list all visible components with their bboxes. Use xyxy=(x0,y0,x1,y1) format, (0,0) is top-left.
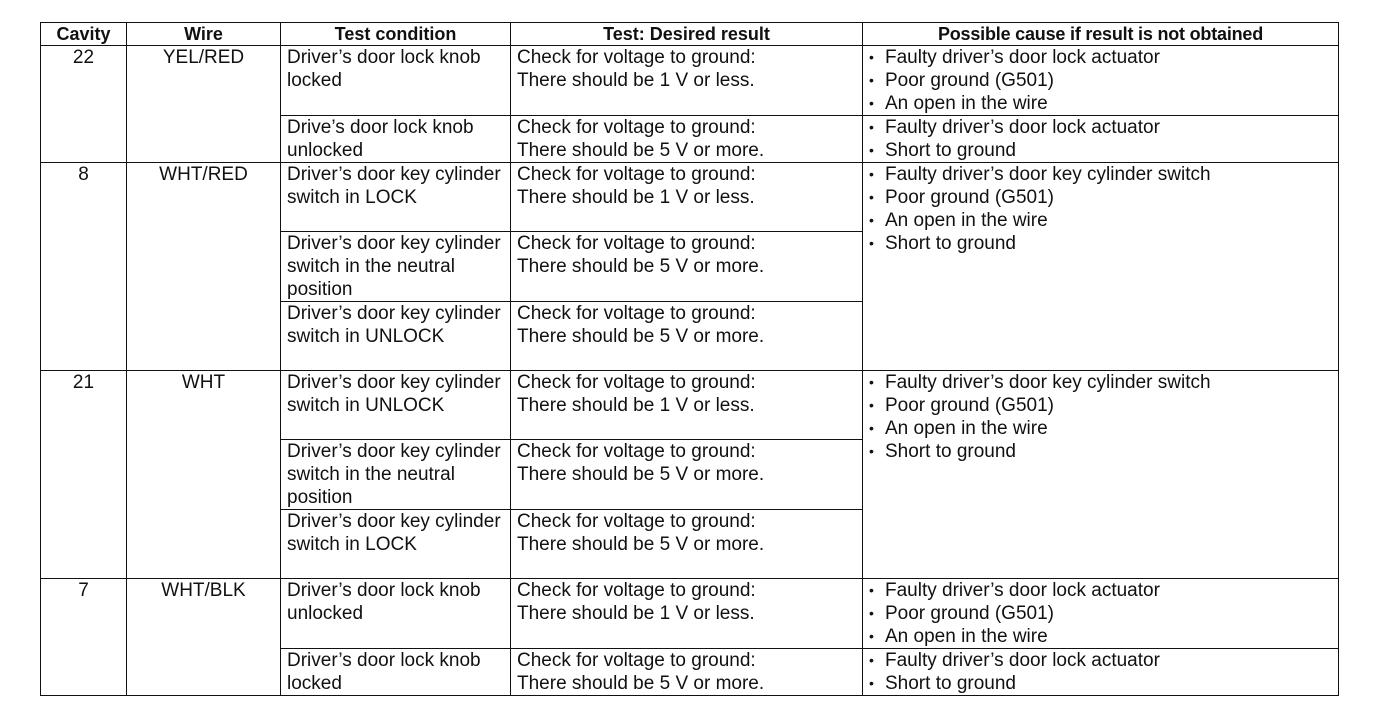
bullet-icon: • xyxy=(869,119,874,135)
result-line: There should be 5 V or more. xyxy=(517,140,765,161)
possible-cause-cell xyxy=(863,371,1339,579)
diagnostic-table-page xyxy=(40,22,1338,696)
cause-item: • Poor ground (G501) xyxy=(869,70,1054,91)
desired-result-cell xyxy=(511,232,863,302)
test-condition-cell: Drive’s door lock knob unlocked xyxy=(281,116,511,163)
cause-item: • Faulty driver’s door lock actuator xyxy=(869,47,1160,68)
bullet-icon: • xyxy=(869,675,874,691)
header-cavity: Cavity xyxy=(41,23,127,46)
wire-cell: YEL/RED xyxy=(127,46,281,163)
bullet-icon: • xyxy=(869,628,874,644)
cause-list xyxy=(869,163,1332,255)
result-line: There should be 1 V or less. xyxy=(517,395,755,416)
header-test-condition: Test condition xyxy=(281,23,511,46)
cause-list xyxy=(869,116,1332,162)
desired-result-cell xyxy=(511,302,863,371)
desired-result-cell xyxy=(511,116,863,163)
result-line: Check for voltage to ground: xyxy=(517,47,756,68)
possible-cause-cell xyxy=(863,46,1339,116)
result-line: There should be 1 V or less. xyxy=(517,603,755,624)
cause-item: • Faulty driver’s door key cylinder switch xyxy=(869,164,1211,185)
test-condition-cell: Driver’s door key cylinder switch in UNLOCK xyxy=(281,371,511,440)
bullet-icon: • xyxy=(869,420,874,436)
result-line: Check for voltage to ground: xyxy=(517,164,756,185)
cause-list xyxy=(869,649,1332,695)
cause-item: • Poor ground (G501) xyxy=(869,603,1054,624)
cause-item: • An open in the wire xyxy=(869,418,1048,439)
wire-cell: WHT xyxy=(127,371,281,579)
possible-cause-cell xyxy=(863,649,1339,696)
table-row xyxy=(41,163,1339,232)
bullet-icon: • xyxy=(869,605,874,621)
result-line: Check for voltage to ground: xyxy=(517,372,756,393)
cavity-cell: 8 xyxy=(41,163,127,371)
wire-cell: WHT/RED xyxy=(127,163,281,371)
diagnostic-table xyxy=(40,22,1339,696)
result-line: Check for voltage to ground: xyxy=(517,511,756,532)
test-condition-cell: Driver’s door lock knob unlocked xyxy=(281,579,511,649)
cause-item: • Short to ground xyxy=(869,233,1016,254)
result-line: There should be 5 V or more. xyxy=(517,256,765,277)
test-condition-cell: Driver’s door lock knob locked xyxy=(281,649,511,696)
result-line: There should be 5 V or more. xyxy=(517,464,765,485)
cause-item: • Faulty driver’s door lock actuator xyxy=(869,650,1160,671)
test-condition-cell: Driver’s door lock knob locked xyxy=(281,46,511,116)
cause-item: • Faulty driver’s door lock actuator xyxy=(869,117,1160,138)
result-line: There should be 5 V or more. xyxy=(517,534,765,555)
cause-item: • Short to ground xyxy=(869,673,1016,694)
result-line: Check for voltage to ground: xyxy=(517,303,756,324)
desired-result-cell xyxy=(511,440,863,510)
cavity-cell: 7 xyxy=(41,579,127,696)
result-line: Check for voltage to ground: xyxy=(517,233,756,254)
possible-cause-cell xyxy=(863,579,1339,649)
cause-item: • Faulty driver’s door lock actuator xyxy=(869,580,1160,601)
cause-list xyxy=(869,579,1332,648)
table-row xyxy=(41,371,1339,440)
cause-item: • Faulty driver’s door key cylinder switch xyxy=(869,372,1211,393)
result-line: Check for voltage to ground: xyxy=(517,580,756,601)
test-condition-cell: Driver’s door key cylinder switch in the neutral position xyxy=(281,232,511,302)
test-condition-cell: Driver’s door key cylinder switch in UNLOCK xyxy=(281,302,511,371)
bullet-icon: • xyxy=(869,95,874,111)
test-condition-cell: Driver’s door key cylinder switch in LOCK xyxy=(281,510,511,579)
header-wire: Wire xyxy=(127,23,281,46)
result-line: There should be 1 V or less. xyxy=(517,70,755,91)
bullet-icon: • xyxy=(869,374,874,390)
cause-item: • Poor ground (G501) xyxy=(869,395,1054,416)
bullet-icon: • xyxy=(869,142,874,158)
cavity-cell: 22 xyxy=(41,46,127,163)
cause-item: • An open in the wire xyxy=(869,210,1048,231)
bullet-icon: • xyxy=(869,49,874,65)
test-condition-cell: Driver’s door key cylinder switch in LOCK xyxy=(281,163,511,232)
header-row xyxy=(41,23,1339,46)
wire-cell: WHT/BLK xyxy=(127,579,281,696)
bullet-icon: • xyxy=(869,582,874,598)
bullet-icon: • xyxy=(869,397,874,413)
test-condition-cell: Driver’s door key cylinder switch in the neutral position xyxy=(281,440,511,510)
cause-item: • An open in the wire xyxy=(869,93,1048,114)
bullet-icon: • xyxy=(869,212,874,228)
result-line: Check for voltage to ground: xyxy=(517,441,756,462)
cause-item: • Poor ground (G501) xyxy=(869,187,1054,208)
result-line: Check for voltage to ground: xyxy=(517,117,756,138)
cause-list xyxy=(869,46,1332,115)
desired-result-cell xyxy=(511,46,863,116)
result-line: There should be 5 V or more. xyxy=(517,326,765,347)
bullet-icon: • xyxy=(869,652,874,668)
bullet-icon: • xyxy=(869,72,874,88)
cavity-cell: 21 xyxy=(41,371,127,579)
desired-result-cell xyxy=(511,371,863,440)
table-row xyxy=(41,46,1339,116)
bullet-icon: • xyxy=(869,189,874,205)
bullet-icon: • xyxy=(869,235,874,251)
bullet-icon: • xyxy=(869,166,874,182)
header-possible-cause: Possible cause if result is not obtained xyxy=(863,23,1339,46)
bullet-icon: • xyxy=(869,443,874,459)
table-row xyxy=(41,579,1339,649)
result-line: There should be 1 V or less. xyxy=(517,187,755,208)
cause-item: • Short to ground xyxy=(869,441,1016,462)
cause-list xyxy=(869,371,1332,463)
header-desired-result: Test: Desired result xyxy=(511,23,863,46)
result-line: There should be 5 V or more. xyxy=(517,673,765,694)
cause-item: • An open in the wire xyxy=(869,626,1048,647)
cause-item: • Short to ground xyxy=(869,140,1016,161)
possible-cause-cell xyxy=(863,116,1339,163)
desired-result-cell xyxy=(511,649,863,696)
possible-cause-cell xyxy=(863,163,1339,371)
result-line: Check for voltage to ground: xyxy=(517,650,756,671)
desired-result-cell xyxy=(511,163,863,232)
desired-result-cell xyxy=(511,579,863,649)
desired-result-cell xyxy=(511,510,863,579)
